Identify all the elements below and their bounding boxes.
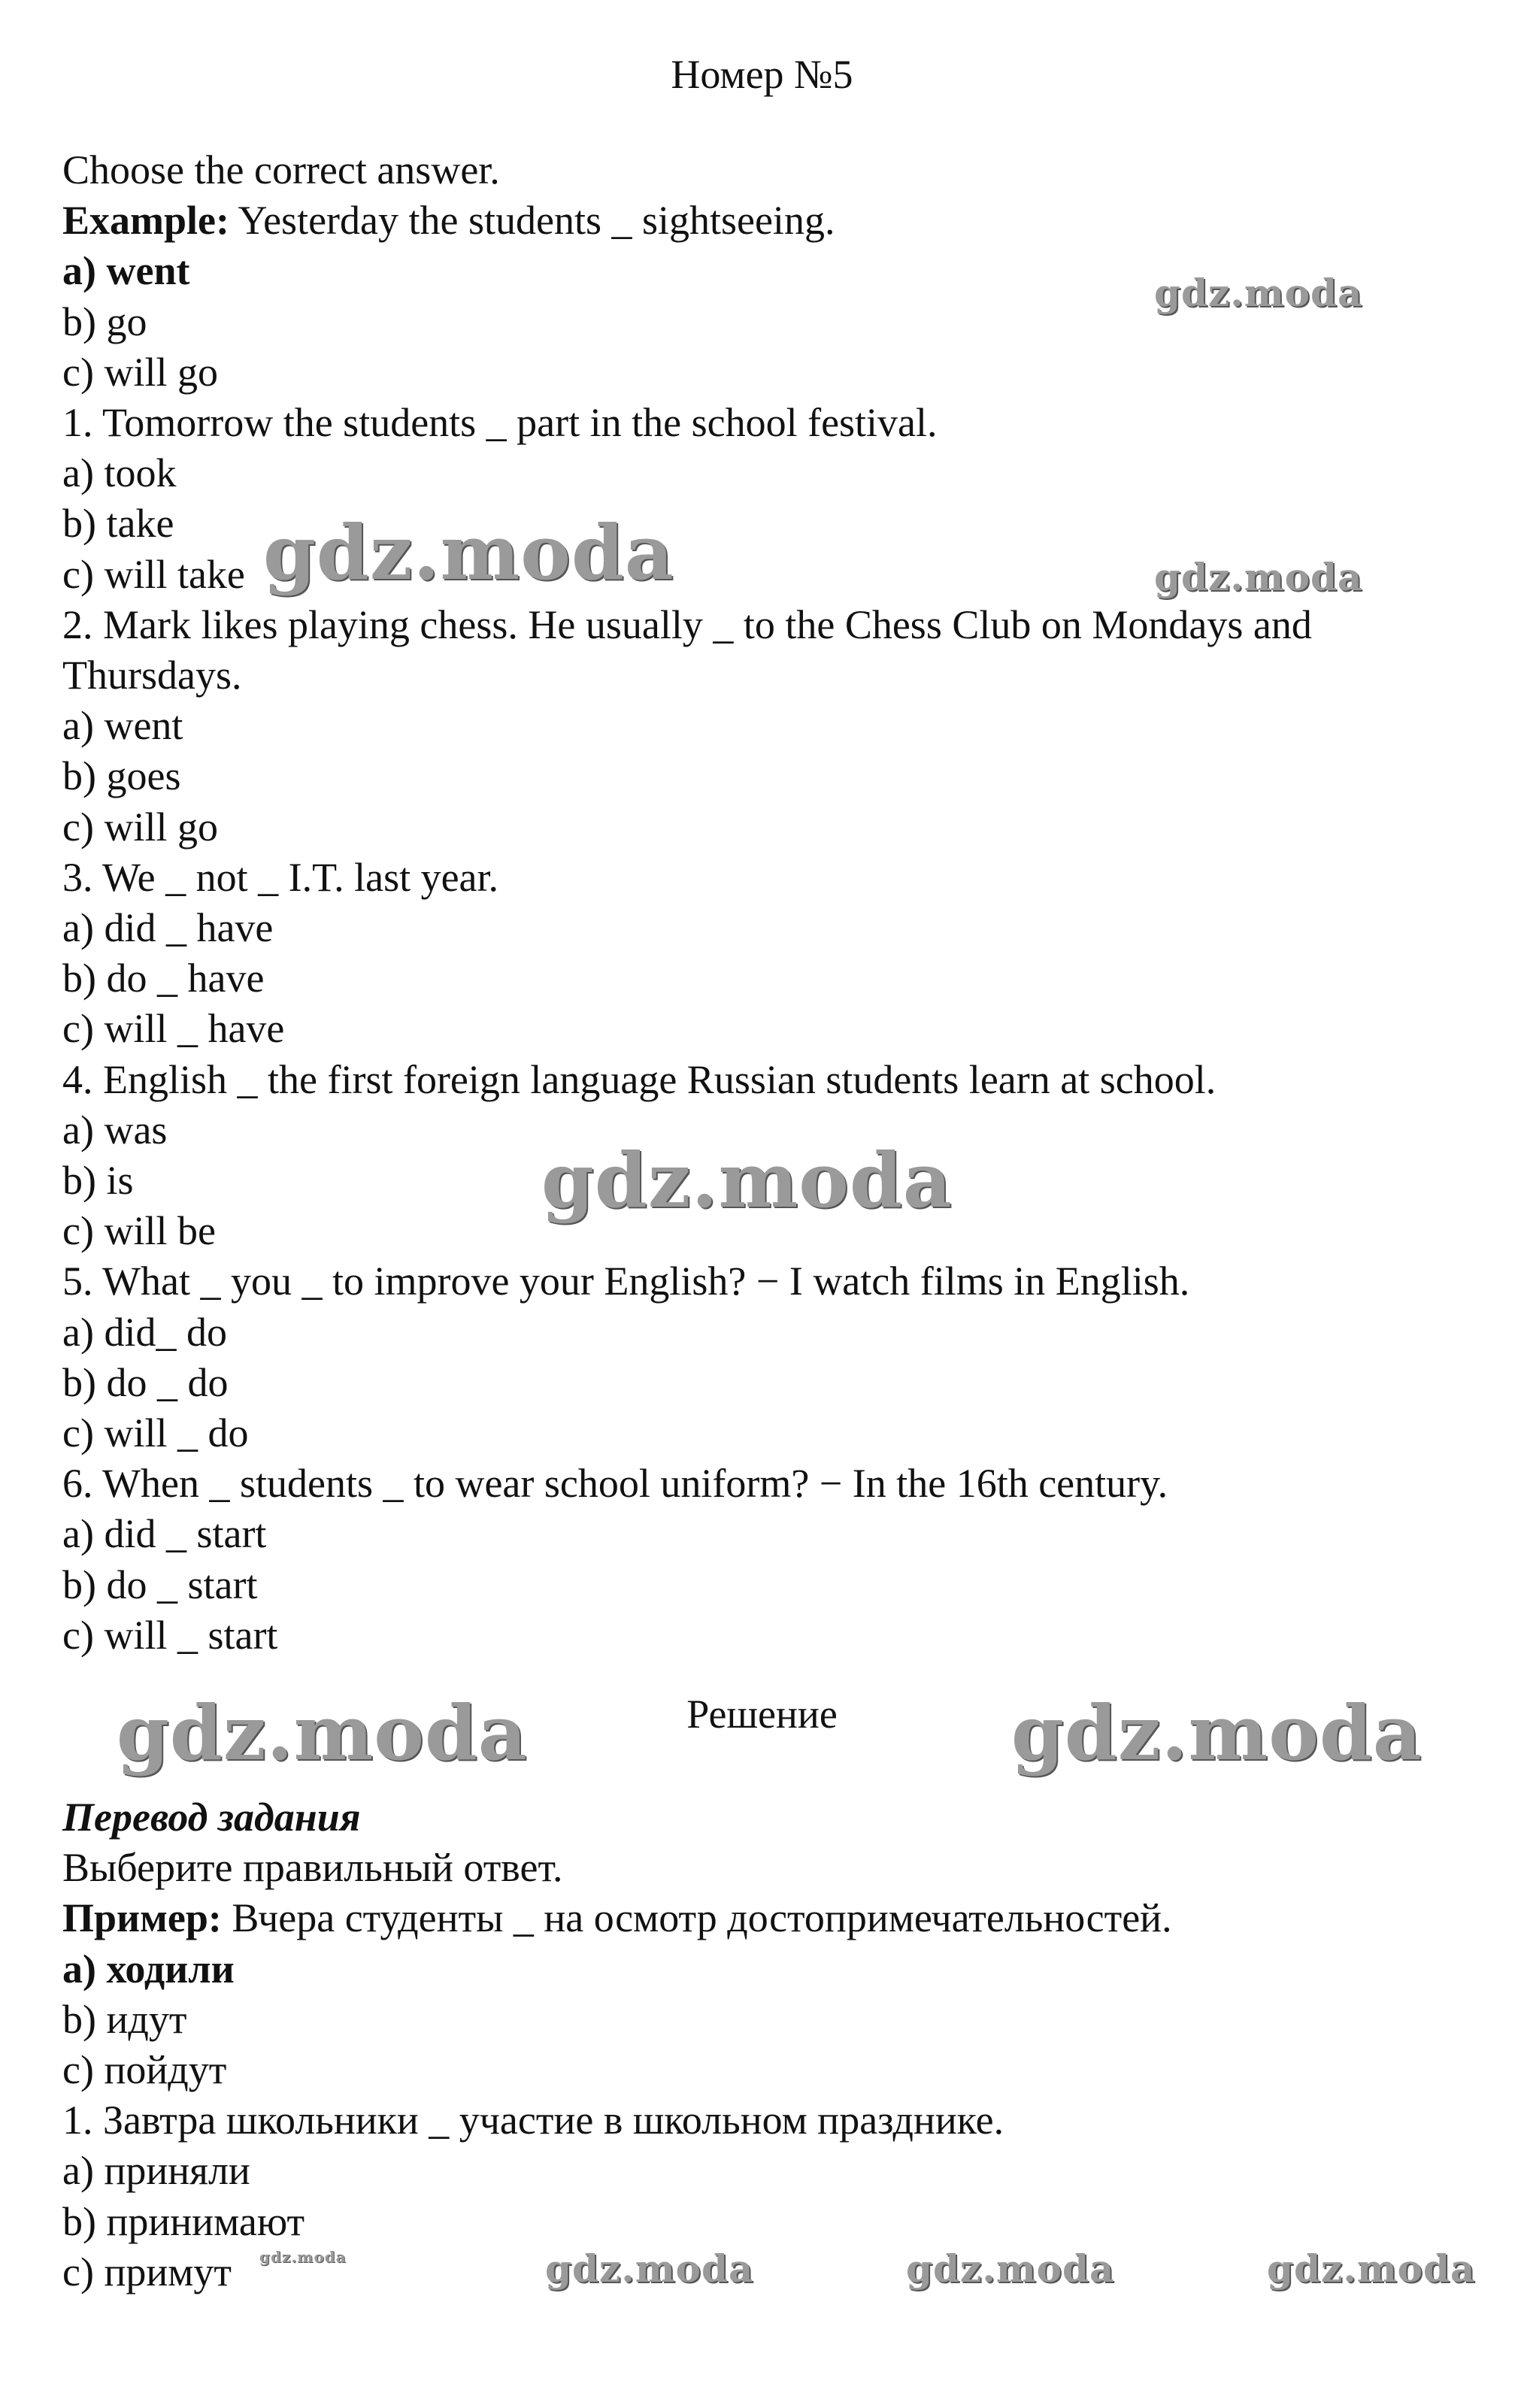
question-1-option-b: b) take — [62, 501, 174, 547]
question-6: 6. When _ students _ to wear school uniform? − In the 16th century. — [62, 1461, 1168, 1507]
question-3-option-c: c) will _ have — [62, 1006, 285, 1052]
example-option-b: b) go — [62, 298, 147, 344]
watermark: gdz.moda — [1154, 555, 1363, 599]
solution-example-label: Пример: — [62, 1895, 222, 1941]
question-5-option-c: c) will _ do — [62, 1410, 249, 1456]
solution-example-text: Вчера студенты _ на осмотр достопримечательностей. — [221, 1895, 1172, 1941]
task-block — [62, 145, 1476, 1661]
solution-title: Решение — [686, 1692, 838, 1737]
question-5-option-b: b) do _ do — [62, 1359, 229, 1405]
solution-example-option-b: b) идут — [62, 1996, 187, 2042]
question-3: 3. We _ not _ I.T. last year. — [62, 854, 499, 900]
watermark: gdz.moda — [263, 508, 674, 597]
watermark: gdz.moda — [1011, 1689, 1423, 1777]
solution-question-1-option-a: a) приняли — [62, 2148, 250, 2194]
solution-example-line — [62, 1893, 1476, 1943]
question-5: 5. What _ you _ to improve your English? − I watch films in English. — [62, 1259, 1190, 1304]
question-3-option-a: a) did _ have — [62, 905, 274, 951]
question-6-option-a: a) did _ start — [62, 1511, 267, 1557]
watermark: gdz.moda — [541, 1136, 953, 1225]
solution-instruction: Выберите правильный ответ. — [62, 1845, 563, 1891]
question-4-option-b: b) is — [62, 1158, 134, 1204]
question-1: 1. Tomorrow the students _ part in the school festival. — [62, 400, 938, 446]
watermark: gdz.moda — [545, 2246, 754, 2291]
solution-question-1: 1. Завтра школьники _ участие в школьном празднике. — [62, 2098, 1004, 2143]
solution-example-option-a: a) ходили — [62, 1946, 235, 1992]
question-6-option-c: c) will _ start — [62, 1612, 278, 1658]
task-instruction: Choose the correct answer. — [62, 147, 500, 192]
example-label: Example: — [62, 198, 229, 244]
solution-question-1-option-c: c) примут — [62, 2249, 232, 2294]
question-2-option-a: a) went — [62, 703, 183, 749]
question-5-option-a: a) did_ do — [62, 1309, 227, 1355]
page-title: Номер №5 — [671, 52, 853, 97]
solution-question-1-option-b: b) принимают — [62, 2198, 305, 2244]
question-4-option-c: c) will be — [62, 1208, 216, 1254]
watermark: gdz.moda — [1154, 271, 1363, 315]
question-4: 4. English _ the first foreign language Russian students learn at school. — [62, 1056, 1216, 1102]
question-2-option-c: c) will go — [62, 804, 218, 850]
question-1-option-c: c) will take — [62, 551, 245, 597]
watermark: gdz.moda — [259, 2248, 347, 2266]
solution-block — [62, 1792, 1476, 2297]
translation-heading: Перевод задания — [62, 1795, 361, 1840]
watermark: gdz.moda — [906, 2246, 1115, 2291]
example-text: Yesterday the students _ sightseeing. — [229, 198, 835, 244]
example-option-a: a) went — [62, 248, 190, 294]
question-2-option-b: b) goes — [62, 753, 181, 799]
watermark: gdz.moda — [117, 1689, 528, 1777]
watermark: gdz.moda — [1267, 2246, 1476, 2291]
question-6-option-b: b) do _ start — [62, 1561, 258, 1607]
example-option-c: c) will go — [62, 349, 218, 395]
question-1-option-a: a) took — [62, 450, 177, 496]
question-2: 2. Mark likes playing chess. He usually _ to the Chess Club on Mondays and Thursdays. — [62, 601, 1312, 698]
question-4-option-a: a) was — [62, 1107, 168, 1153]
question-3-option-b: b) do _ have — [62, 956, 265, 1001]
example-line — [62, 195, 1476, 246]
solution-example-option-c: c) пойдут — [62, 2047, 227, 2093]
